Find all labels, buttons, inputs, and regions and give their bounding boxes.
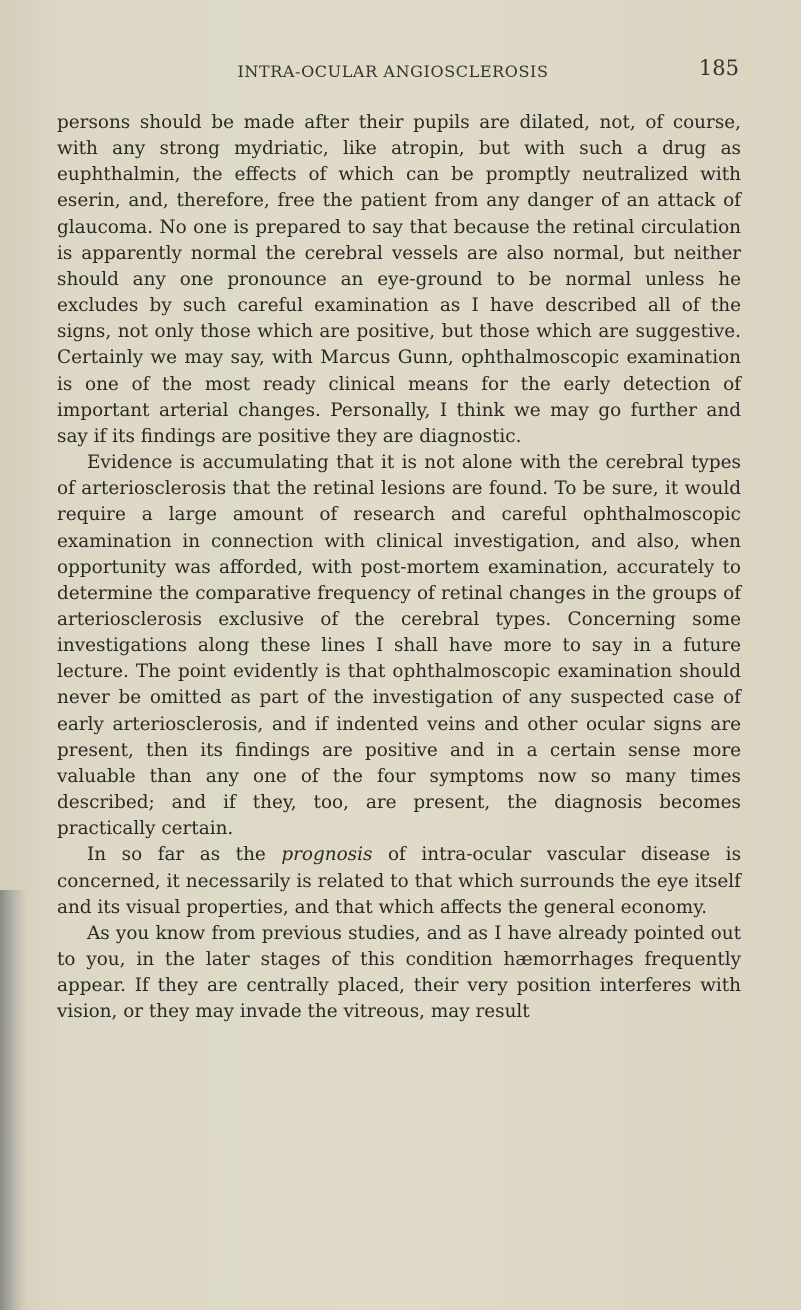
body-text	[57, 110, 741, 1025]
paragraph-3	[57, 842, 741, 920]
prognosis-emphasis: prognosis	[281, 844, 373, 866]
paragraph-4: As you know from previous studies, and as I have already pointed out to you, in the later stages of this condition hæmorrhages frequently appear. If they are centrally placed, their very position interferes with vision, or they may invade the vitreous, may result	[57, 922, 741, 1023]
binding-shadow	[0, 890, 26, 1310]
paragraph-3-rest: of intra-ocular vascular disease is concerned, it necessarily is related to that which surrounds the eye itself and its visual properties, and that which affects the general economy.	[57, 844, 742, 918]
paragraph-3-lead: In so far as the	[87, 844, 282, 866]
running-head: INTRA-OCULAR ANGIOSCLEROSIS	[237, 62, 549, 81]
page-number: 185	[698, 56, 739, 80]
paragraph-1: persons should be made after their pupils are dilated, not, of course, with any strong mydriatic, like atropin, but with such a drug as euphthalmin, the effects of which can be promptly neutralized with eserin, and, therefore, free the patient from any danger of an attack of glaucoma. No one is prepared to say that because the retinal circulation is apparently normal the cerebral vessels are also normal, but neither should any one pronounce an eye-ground to be normal unless he excludes by such careful examination as I have described all of the signs, not only those which are positive, but those which are suggestive. Certainly we may say, with Marcus Gunn, ophthalmoscopic examination is one of the most ready clinical means for the early detection of important arterial changes. Personally, I think we may go further and say if its findings are positive they are diagnostic.	[57, 112, 741, 447]
paragraph-2: Evidence is accumulating that it is not alone with the cerebral types of arteriosclerosis that the retinal lesions are found. To be sure, it would require a large amount of research and careful ophthalmoscopic examination in connection with clinical investigation, and also, when opportunity was afforded, with post-mortem examination, accurately to determine the comparative frequency of retinal changes in the groups of arteriosclerosis exclusive of the cerebral types. Concerning some investigations along these lines I shall have more to say in a future lecture. The point evidently is that ophthalmoscopic examination should never be omitted as part of the investigation of any suspected case of early arteriosclerosis, and if indented veins and other ocular signs are present, then its findings are positive and in a certain sense more valuable than any one of the four symptoms now so many times described; and if they, too, are present, the diagnosis becomes practically certain.	[57, 452, 741, 840]
